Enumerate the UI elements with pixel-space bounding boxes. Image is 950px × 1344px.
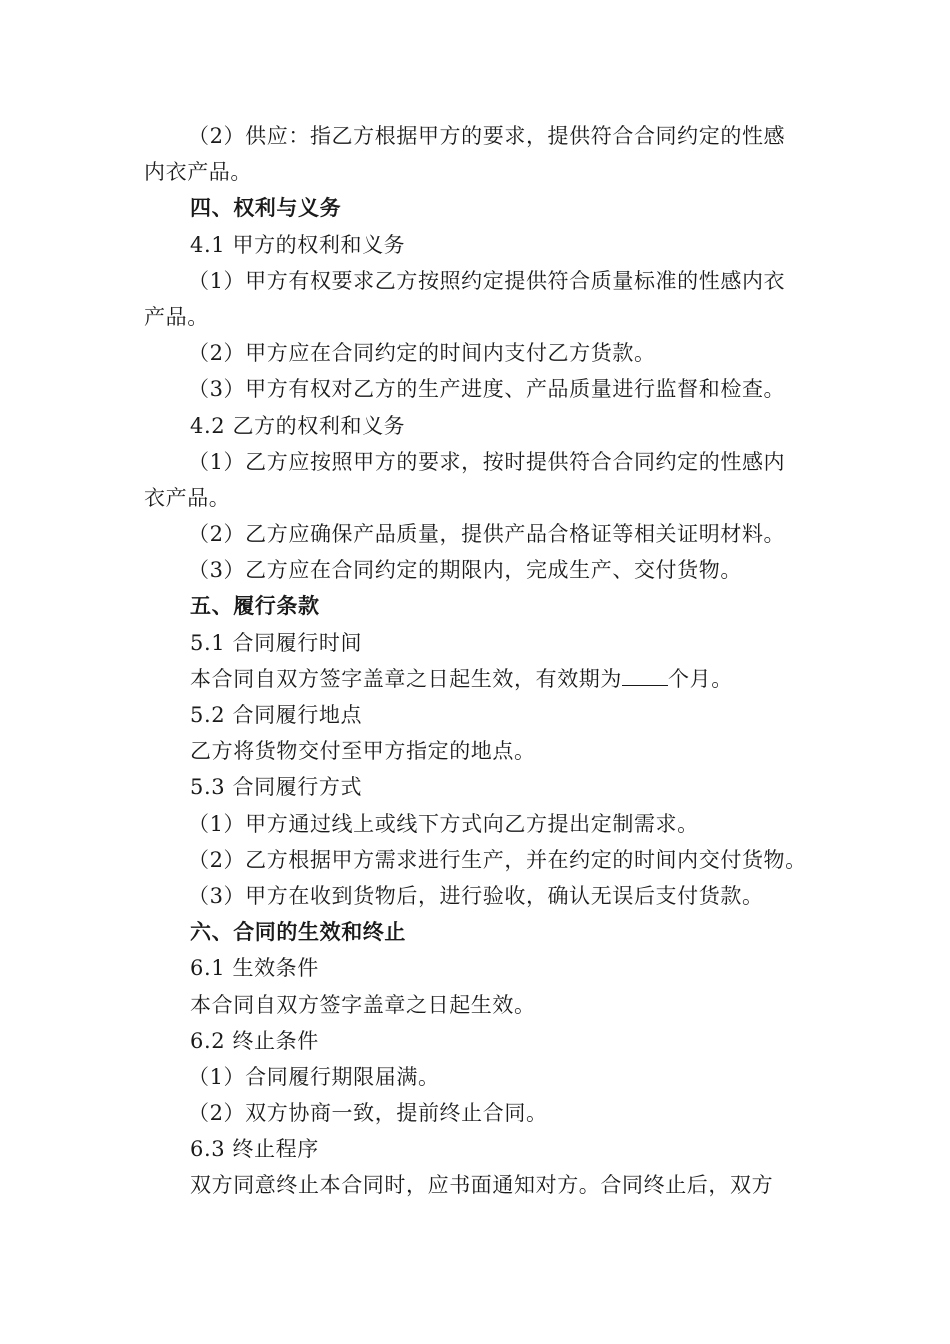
clause-6-2-2: （2）双方协商一致，提前终止合同。 xyxy=(188,1101,548,1126)
clause-4-2-3: （3）乙方应在合同约定的期限内，完成生产、交付货物。 xyxy=(188,558,742,583)
subsection-5-1: 5.1 合同履行时间 xyxy=(190,630,363,655)
clause-4-1-1: （1）甲方有权要求乙方按照约定提供符合质量标准的性感内衣 xyxy=(188,268,786,293)
clause-2-supply-cont: 内衣产品。 xyxy=(144,160,252,185)
document-body xyxy=(144,118,824,1204)
subsection-5-3: 5.3 合同履行方式 xyxy=(190,775,363,800)
clause-2-supply: （2）供应：指乙方根据甲方的要求，提供符合合同约定的性感 xyxy=(188,124,786,148)
subsection-5-2: 5.2 合同履行地点 xyxy=(190,703,363,727)
subsection-6-2: 6.2 终止条件 xyxy=(190,1028,319,1053)
subsection-4-2: 4.2 乙方的权利和义务 xyxy=(190,413,406,438)
section-heading-rights-obligations: 四、权利与义务 xyxy=(190,195,342,221)
clause-4-2-1-cont: 衣产品。 xyxy=(144,485,231,510)
clause-5-1-text-start: 本合同自双方签字盖章之日起生效，有效期为 xyxy=(190,666,622,691)
clause-6-2-1: （1）合同履行期限届满。 xyxy=(188,1064,440,1089)
clause-4-1-1-cont: 产品。 xyxy=(144,304,209,329)
clause-6-3-text: 双方同意终止本合同时，应书面通知对方。合同终止后，双方 xyxy=(190,1173,774,1198)
subsection-6-1: 6.1 生效条件 xyxy=(190,956,319,981)
subsection-6-3: 6.3 终止程序 xyxy=(190,1137,319,1162)
clause-5-1-text xyxy=(144,661,824,697)
clause-4-2-1: （1）乙方应按照甲方的要求，按时提供符合合同约定的性感内 xyxy=(188,449,786,474)
clause-4-2-2: （2）乙方应确保产品质量，提供产品合格证等相关证明材料。 xyxy=(188,522,786,547)
clause-5-3-2: （2）乙方根据甲方需求进行生产，并在约定的时间内交付货物。 xyxy=(188,847,807,872)
clause-4-1-2: （2）甲方应在合同约定的时间内支付乙方货款。 xyxy=(188,341,656,366)
clause-4-1-3: （3）甲方有权对乙方的生产进度、产品质量进行监督和检查。 xyxy=(188,377,786,402)
section-heading-effect-termination: 六、合同的生效和终止 xyxy=(190,919,406,945)
clause-5-3-1: （1）甲方通过线上或线下方式向乙方提出定制需求。 xyxy=(188,811,699,836)
clause-5-3-3: （3）甲方在收到货物后，进行验收，确认无误后支付货款。 xyxy=(188,883,764,908)
months-blank-field xyxy=(622,665,668,686)
clause-5-1-text-end: 个月。 xyxy=(668,666,733,691)
clause-5-2-text: 乙方将货物交付至甲方指定的地点。 xyxy=(190,739,536,764)
subsection-4-1: 4.1 甲方的权利和义务 xyxy=(190,232,406,257)
clause-6-1-text: 本合同自双方签字盖章之日起生效。 xyxy=(190,992,536,1017)
section-heading-performance: 五、履行条款 xyxy=(190,593,320,619)
